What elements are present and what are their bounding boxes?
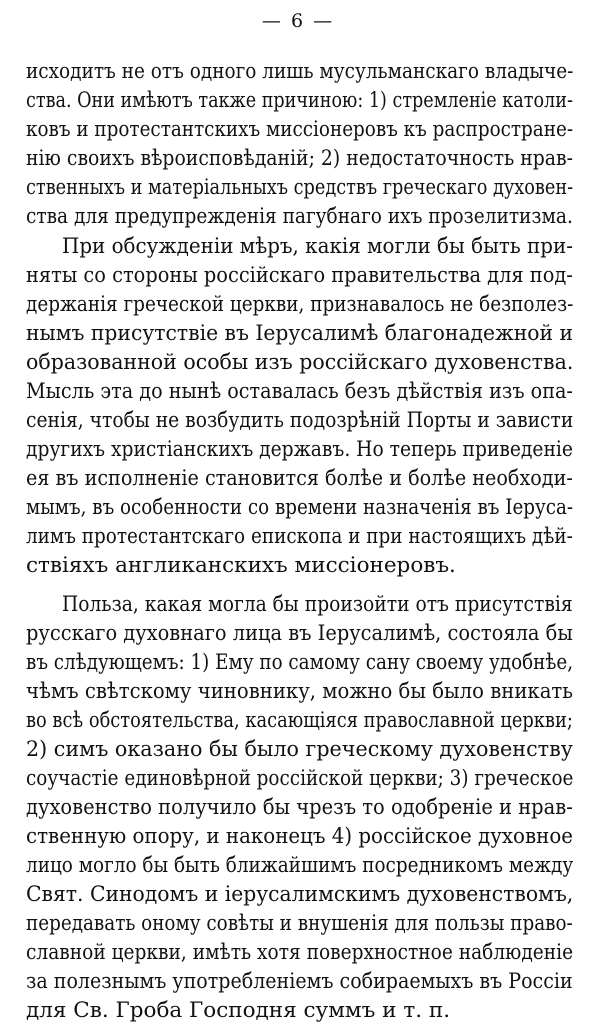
text-line: образованной особы изъ россійскаго духовенства. bbox=[26, 350, 574, 375]
text-line: лимъ протестантскаго епископа и при настоящихъ дѣй- bbox=[26, 524, 573, 549]
text-line: передавать оному совѣты и внушенія для пользы право- bbox=[26, 911, 573, 936]
text-line: соучастіе единовѣрной россійской церкви; 3) греческое bbox=[26, 766, 574, 791]
text-line: въ слѣдующемъ: 1) Ему по самому сану своему удобнѣе, bbox=[26, 650, 574, 675]
text-line: При обсужденіи мѣръ, какія могли бы быть при- bbox=[62, 234, 573, 259]
text-line: духовенство получило бы чрезъ то одобреніе и нрав- bbox=[26, 795, 573, 820]
text-line: русскаго духовнаго лица въ Іерусалимѣ, состояла бы bbox=[26, 621, 573, 646]
text-line: ея въ исполненіе становится болѣе и болѣе необходи- bbox=[26, 466, 573, 491]
text-line: другихъ христіанскихъ державъ. Но теперь приведеніе bbox=[26, 437, 573, 462]
text-line: нію своихъ вѣроисповѣданій; 2) недостаточность нрав- bbox=[26, 146, 573, 171]
text-line: чѣмъ свѣтскому чиновнику, можно бы было вникать bbox=[26, 679, 573, 704]
text-line: 2) симъ оказано бы было греческому духовенству bbox=[26, 737, 573, 762]
text-line: ства для предупрежденія пагубнаго ихъ прозелитизма. bbox=[26, 204, 573, 229]
text-line: ственную опору, и наконецъ 4) россійское духовное bbox=[26, 824, 573, 849]
text-line: Свят. Синодомъ и іерусалимскимъ духовенствомъ, bbox=[26, 882, 574, 907]
text-line: нымъ присутствіе въ Іерусалимѣ благонадежной и bbox=[26, 321, 574, 346]
text-line: Польза, какая могла бы произойти отъ присутствія bbox=[62, 592, 573, 617]
text-line: ковъ и протестантскихъ миссіонеровъ къ распростране- bbox=[26, 117, 574, 142]
text-line: за полезнымъ употребленіемъ собираемыхъ въ Россіи bbox=[26, 969, 573, 994]
text-line: во всѣ обстоятельства, касающіяся православной церкви; bbox=[26, 708, 573, 733]
text-line: Мысль эта до нынѣ оставалась безъ дѣйствія изъ опа- bbox=[26, 379, 573, 404]
text-line: исходитъ не отъ одного лишь мусульманскаго владыче- bbox=[26, 59, 574, 84]
text-line: лицо могло бы быть ближайшимъ посредникомъ между bbox=[26, 853, 574, 878]
text-line: ствіяхъ англиканскихъ миссіонеровъ. bbox=[26, 553, 456, 578]
text-line: ства. Они имѣютъ также причиною: 1) стремленіе католи- bbox=[26, 88, 573, 113]
text-line: славной церкви, имѣть хотя поверхностное наблюденіе bbox=[26, 940, 574, 965]
text-line: сенія, чтобы не возбудить подозрѣній Порты и зависти bbox=[26, 408, 574, 433]
text-line: ственныхъ и матеріальныхъ средствъ греческаго духовен- bbox=[26, 175, 574, 200]
page-number: — 6 — bbox=[261, 10, 335, 32]
text-line: няты со стороны россійскаго правительства для под- bbox=[26, 263, 573, 288]
text-line: держанія греческой церкви, признавалось не безполез- bbox=[26, 292, 574, 317]
text-line: мымъ, въ особенности со времени назначенія въ Іеруса- bbox=[26, 495, 574, 520]
text-line: для Св. Гроба Господня суммъ и т. п. bbox=[26, 998, 451, 1023]
